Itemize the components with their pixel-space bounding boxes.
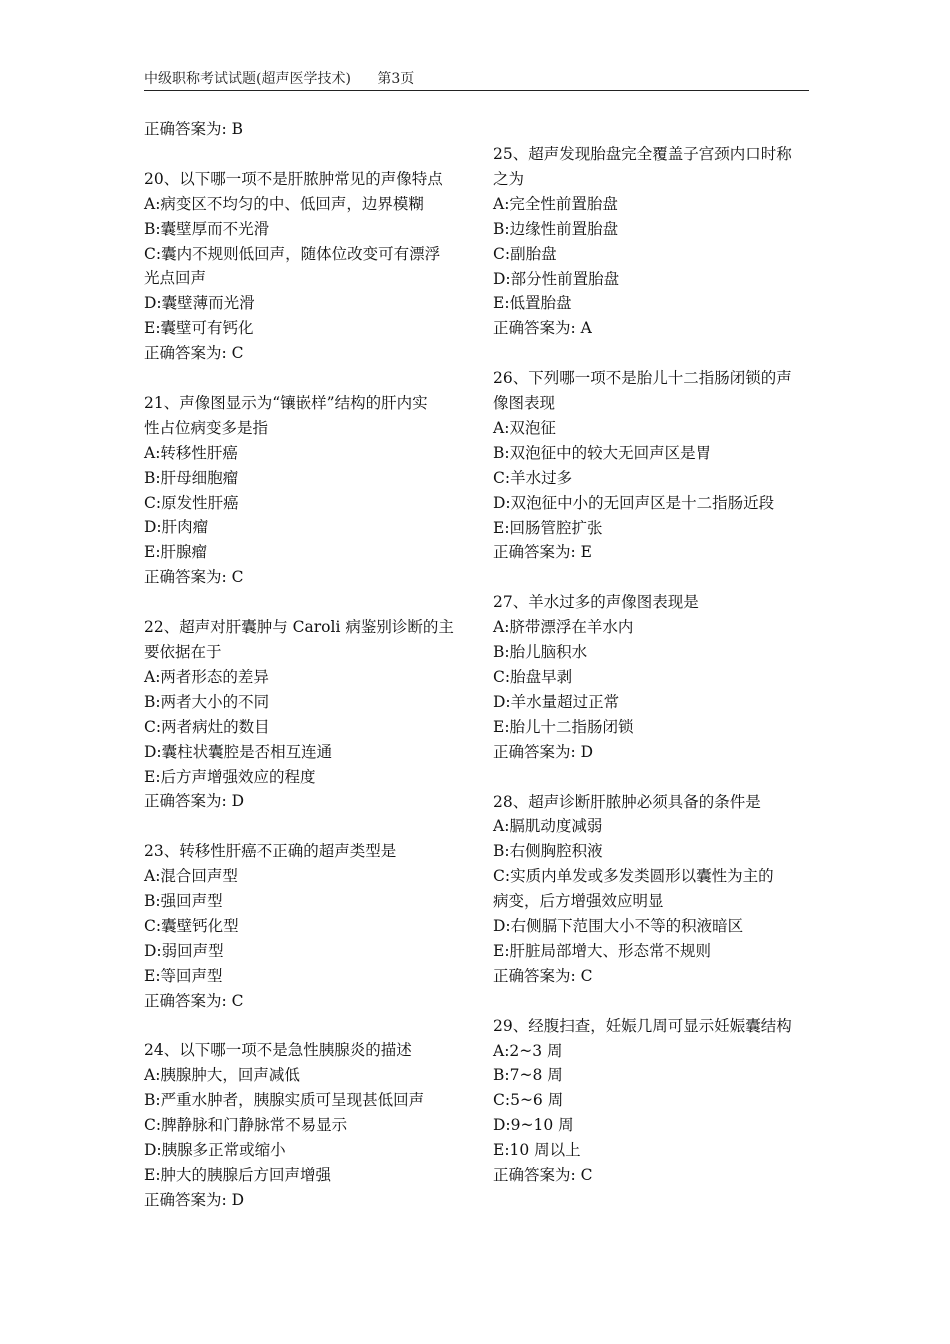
question-29 — [493, 1014, 809, 1188]
option-a: A:脐带漂浮在羊水内 — [493, 618, 634, 637]
option-c: C:5~6 周 — [493, 1091, 564, 1110]
option-e: E:后方声增强效应的程度 — [144, 767, 316, 786]
question-text-cont: 之为 — [493, 169, 525, 188]
question-21 — [144, 391, 466, 590]
option-d: D:囊壁薄而光滑 — [144, 294, 255, 313]
question-22 — [144, 615, 466, 814]
option-b: B:双泡征中的较大无回声区是胃 — [493, 443, 712, 462]
question-text: 27、羊水过多的声像图表现是 — [493, 593, 699, 612]
option-c-cont: 光点回声 — [144, 269, 207, 288]
question-28 — [493, 790, 809, 989]
option-e: E:肿大的胰腺后方回声增强 — [144, 1165, 332, 1184]
answer-line: 正确答案为: E — [493, 543, 592, 562]
question-26 — [493, 366, 809, 565]
question-text-cont: 性占位病变多是指 — [144, 418, 269, 437]
option-d: D:囊柱状囊腔是否相互连通 — [144, 742, 333, 761]
option-d: D:羊水量超过正常 — [493, 692, 620, 711]
question-24 — [144, 1038, 466, 1212]
option-a: A:2~3 周 — [493, 1041, 563, 1060]
answer-line: 正确答案为: A — [493, 319, 592, 338]
question-23 — [144, 839, 466, 1013]
answer-line: 正确答案为: C — [493, 1166, 593, 1185]
page-number: 第3页 — [377, 71, 415, 87]
option-c: C:囊内不规则低回声，随体位改变可有漂浮 — [144, 244, 441, 263]
option-a: A:完全性前置胎盘 — [493, 194, 618, 213]
page-header — [144, 70, 809, 91]
right-column — [493, 142, 809, 1188]
option-c: C:囊壁钙化型 — [144, 916, 239, 935]
question-text: 28、超声诊断肝脓肿必须具备的条件是 — [493, 792, 761, 811]
option-a: A:膈肌动度减弱 — [493, 817, 603, 836]
answer-line: 正确答案为: D — [144, 792, 245, 811]
answer-line: 正确答案为: C — [144, 991, 244, 1010]
option-d: D:部分性前置胎盘 — [493, 269, 620, 288]
option-e: E:囊壁可有钙化 — [144, 319, 254, 338]
option-e: E:10 周以上 — [493, 1141, 581, 1160]
option-c: C:胎盘早剥 — [493, 668, 573, 686]
question-text: 20、以下哪一项不是肝脓肿常见的声像特点 — [144, 169, 443, 188]
answer-line: 正确答案为: D — [144, 1190, 245, 1209]
option-b: B:两者大小的不同 — [144, 692, 270, 711]
question-text: 23、转移性肝癌不正确的超声类型是 — [144, 842, 397, 861]
option-c: C:羊水过多 — [493, 468, 573, 487]
option-e: E:肝腺瘤 — [144, 543, 208, 562]
question-text-cont: 像图表现 — [493, 394, 556, 413]
option-b: B:7~8 周 — [493, 1066, 563, 1085]
option-b: B:严重水肿者，胰腺实质可呈现甚低回声 — [144, 1091, 425, 1110]
question-text: 22、超声对肝囊肿与 Caroli 病鉴别诊断的主 — [144, 618, 454, 637]
option-d: D:9~10 周 — [493, 1116, 574, 1135]
option-e: E:肝脏局部增大、形态常不规则 — [493, 941, 712, 960]
question-text: 29、经腹扫查，妊娠几周可显示妊娠囊结构 — [493, 1016, 792, 1035]
document-title: 中级职称考试试题(超声医学技术) — [144, 71, 351, 87]
option-b: B:强回声型 — [144, 892, 223, 911]
option-d: D:肝肉瘤 — [144, 518, 209, 537]
option-d: D:右侧膈下范围大小不等的积液暗区 — [493, 917, 744, 936]
question-text: 21、声像图显示为“镶嵌样”结构的肝内实 — [144, 393, 428, 412]
answer-line: 正确答案为: B — [144, 120, 244, 138]
answer-line: 正确答案为: C — [493, 966, 593, 985]
option-e: E:回肠管腔扩张 — [493, 518, 603, 537]
question-text: 25、超声发现胎盘完全覆盖子宫颈内口时称 — [493, 145, 792, 163]
option-e: E:低置胎盘 — [493, 294, 572, 313]
option-b: B:囊壁厚而不光滑 — [144, 219, 270, 238]
option-a: A:胰腺肿大，回声减低 — [144, 1066, 300, 1085]
option-c: C:两者病灶的数目 — [144, 717, 270, 736]
option-b: B:右侧胸腔积液 — [493, 842, 603, 861]
option-c: C:副胎盘 — [493, 244, 557, 263]
left-column — [144, 117, 466, 1213]
option-d: D:弱回声型 — [144, 941, 224, 960]
option-a: A:两者形态的差异 — [144, 667, 269, 686]
option-d: D:胰腺多正常或缩小 — [144, 1141, 286, 1160]
question-text: 24、以下哪一项不是急性胰腺炎的描述 — [144, 1041, 412, 1060]
option-b: B:胎儿脑积水 — [493, 643, 588, 662]
answer-line: 正确答案为: D — [493, 742, 594, 761]
question-27 — [493, 590, 809, 764]
option-c: C:实质内单发或多发类圆形以囊性为主的 — [493, 867, 774, 886]
option-c: C:脾静脉和门静脉常不易显示 — [144, 1116, 348, 1135]
option-c-cont: 病变，后方增强效应明显 — [493, 892, 664, 911]
option-e: E:胎儿十二指肠闭锁 — [493, 717, 634, 736]
question-25 — [493, 142, 809, 341]
option-b: B:肝母细胞瘤 — [144, 468, 239, 487]
question-text-cont: 要依据在于 — [144, 642, 222, 661]
option-b: B:边缘性前置胎盘 — [493, 219, 619, 238]
answer-line: 正确答案为: C — [144, 568, 244, 587]
question-text: 26、下列哪一项不是胎儿十二指肠闭锁的声 — [493, 369, 792, 388]
answer-line: 正确答案为: C — [144, 344, 244, 363]
option-a: A:病变区不均匀的中、低回声，边界模糊 — [144, 194, 424, 213]
option-a: A:转移性肝癌 — [144, 443, 238, 462]
question-20 — [144, 167, 466, 366]
option-e: E:等回声型 — [144, 966, 223, 985]
option-d: D:双泡征中小的无回声区是十二指肠近段 — [493, 493, 775, 512]
option-a: A:双泡征 — [493, 418, 556, 437]
option-a: A:混合回声型 — [144, 867, 238, 886]
option-c: C:原发性肝癌 — [144, 493, 239, 512]
